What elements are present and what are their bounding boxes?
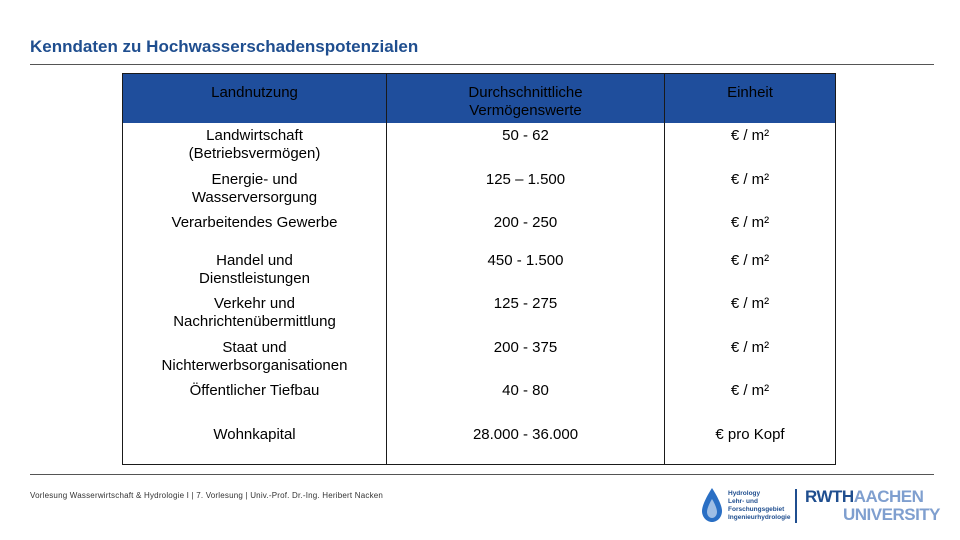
cell-value: 200 - 250 xyxy=(493,214,558,231)
hydrology-logo xyxy=(700,487,790,527)
cell-landnutzung xyxy=(123,252,386,288)
header-vermoegenswerte-line2: Vermögenswerte xyxy=(469,102,582,119)
header-vermoegenswerte-line1: Durchschnittliche xyxy=(468,84,583,101)
cell-value: 200 - 375 xyxy=(493,339,558,356)
hydro-line: Lehr- und xyxy=(728,498,758,505)
cell-unit: € / m² xyxy=(730,127,770,144)
slide-title: Kenndaten zu Hochwasserschadenspotenzialen xyxy=(30,37,419,56)
cell-value: 40 - 80 xyxy=(502,382,549,399)
data-table xyxy=(122,73,836,465)
logo-separator xyxy=(795,489,797,523)
hydro-line: Forschungsgebiet xyxy=(728,506,785,513)
cell-landnutzung-line2: Nachrichtenübermittlung xyxy=(173,313,336,330)
footer-text: Vorlesung Wasserwirtschaft & Hydrologie I | 7. Vorlesung | Univ.-Prof. Dr.-Ing. Heribert Nacken xyxy=(30,491,384,500)
cell-landnutzung-line1: Landwirtschaft xyxy=(206,127,303,144)
rwth-logo-line1 xyxy=(805,488,923,506)
rwth-logo-line2: UNIVERSITY xyxy=(843,505,941,524)
cell-landnutzung-line1: Verarbeitendes Gewerbe xyxy=(171,214,338,231)
cell-value: 125 – 1.500 xyxy=(485,171,566,188)
cell-landnutzung-line1: Wohnkapital xyxy=(213,426,296,443)
cell-landnutzung-line1: Handel und xyxy=(216,252,293,269)
cell-landnutzung xyxy=(123,426,386,444)
cell-landnutzung-line1: Energie- und xyxy=(211,171,298,188)
cell-unit: € / m² xyxy=(730,171,770,188)
cell-landnutzung-line2: Nichterwerbsorganisationen xyxy=(161,357,348,374)
cell-landnutzung xyxy=(123,339,386,375)
cell-unit: € / m² xyxy=(730,295,770,312)
cell-value: 125 - 275 xyxy=(493,295,558,312)
water-drop-icon xyxy=(700,487,724,523)
cell-value: 50 - 62 xyxy=(502,127,549,144)
table-header xyxy=(123,74,835,123)
cell-value: 450 - 1.500 xyxy=(487,252,564,269)
cell-unit: € / m² xyxy=(730,382,770,399)
header-vermoegenswerte xyxy=(387,84,664,120)
rwth-logo xyxy=(805,487,941,528)
cell-landnutzung xyxy=(123,171,386,207)
cell-landnutzung-line2: (Betriebsvermögen) xyxy=(188,145,321,162)
cell-landnutzung-line1: Öffentlicher Tiefbau xyxy=(189,382,320,399)
rwth-wordmark: RWTH xyxy=(805,487,854,506)
cell-landnutzung-line2: Wasserversorgung xyxy=(191,189,318,206)
cell-landnutzung-line1: Staat und xyxy=(222,339,287,356)
cell-landnutzung xyxy=(123,214,386,232)
header-landnutzung: Landnutzung xyxy=(211,84,298,101)
cell-landnutzung xyxy=(123,127,386,163)
aachen-wordmark: AACHEN xyxy=(853,487,924,506)
header-einheit: Einheit xyxy=(727,84,773,101)
footer-divider xyxy=(30,474,934,475)
cell-landnutzung xyxy=(123,295,386,331)
hydrology-logo-text xyxy=(728,490,790,522)
cell-unit: € / m² xyxy=(730,252,770,269)
cell-unit: € / m² xyxy=(730,214,770,231)
cell-landnutzung-line1: Verkehr und xyxy=(214,295,295,312)
cell-landnutzung xyxy=(123,382,386,400)
title-divider xyxy=(30,64,934,65)
cell-unit: € pro Kopf xyxy=(715,426,785,443)
cell-landnutzung-line2: Dienstleistungen xyxy=(199,270,310,287)
hydro-line: Hydrology xyxy=(728,490,761,497)
hydro-line: Ingenieurhydrologie xyxy=(728,514,791,521)
cell-unit: € / m² xyxy=(730,339,770,356)
cell-value: 28.000 - 36.000 xyxy=(472,426,579,443)
